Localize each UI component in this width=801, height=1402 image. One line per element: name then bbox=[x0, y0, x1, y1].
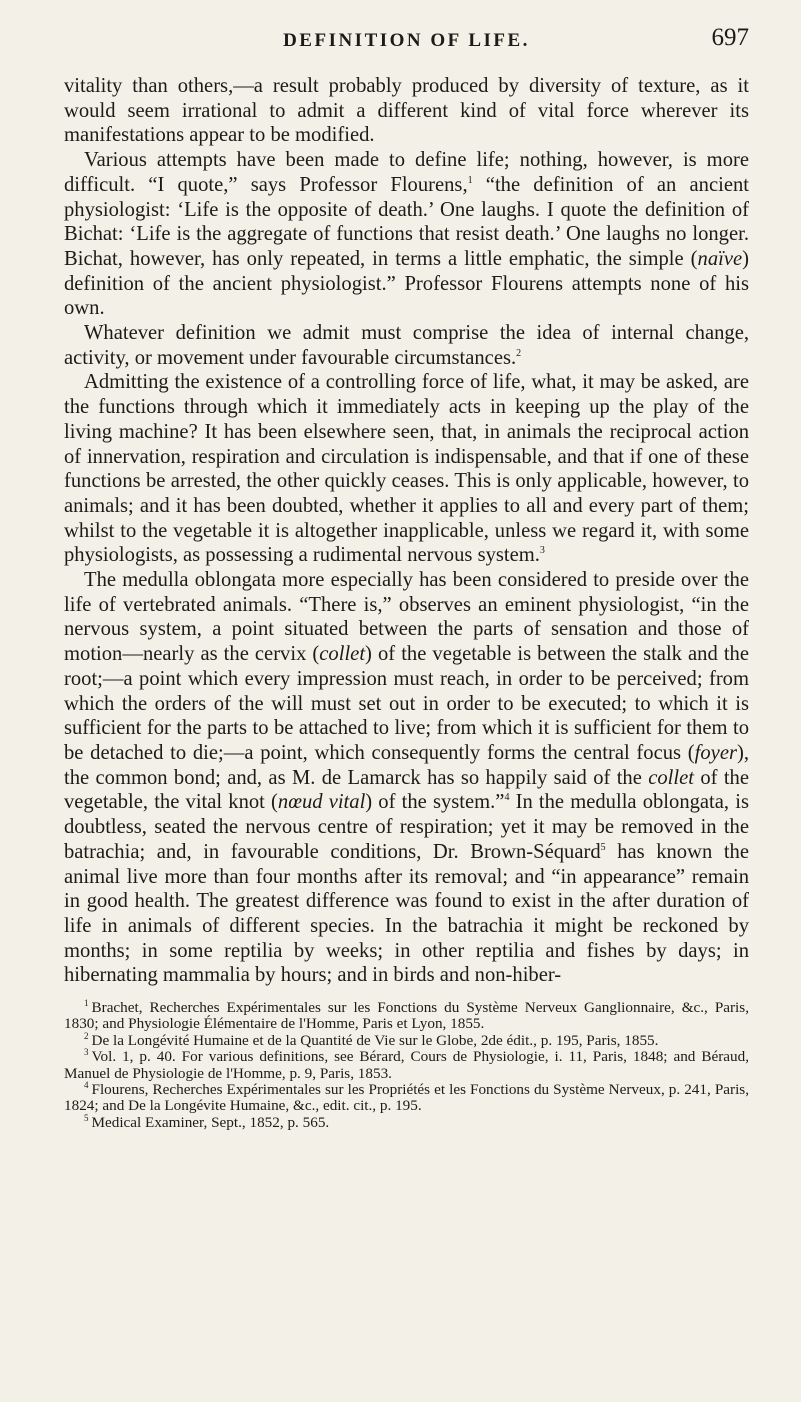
text-run: The medulla oblongata more especially has been considered to preside over the life of vertebrated animals. “There is,” observes an eminent physiologist, “in the nervous system, a point situated between the parts of sensation and those of motion—nearly as the cervix ( bbox=[64, 569, 749, 666]
italic-term: foyer bbox=[694, 741, 737, 764]
footnote-text: Flourens, Recherches Expérimentales sur les Propriétés et les Fonctions du Système Nerveux, p. 241, Paris, 1824; and De la Longévite Humaine, &c., edit. cit., p. 195. bbox=[64, 1081, 749, 1115]
footnote-reference: 2 bbox=[516, 347, 522, 359]
text-run: Whatever definition we admit must comprise the idea of internal change, activity, or movement under favourable circumstances. bbox=[64, 322, 749, 369]
text-run: has known the animal live more than four months after its removal; and “in appearance” remain in good health. The greatest difference was found to exist in the after duration of life in animals of different species. In the batrachia it might be reckoned by months; in some reptilia by weeks; in other reptilia and fishes by days; in hibernating mammalia by hours; and in birds and non-hiber- bbox=[64, 840, 749, 987]
footnote-marker: 1 bbox=[84, 997, 89, 1008]
footnote-marker: 2 bbox=[84, 1030, 89, 1041]
footnote-reference: 5 bbox=[600, 841, 606, 853]
footnote-reference: 4 bbox=[504, 792, 510, 804]
footnote-text: De la Longévité Humaine et de la Quantité de Vie sur le Globe, 2de édit., p. 195, Paris, 1855. bbox=[91, 1031, 659, 1049]
footnote bbox=[64, 1079, 749, 1115]
italic-term: collet bbox=[319, 643, 366, 666]
body-text bbox=[64, 74, 749, 988]
paragraph bbox=[64, 370, 749, 568]
paragraph bbox=[64, 568, 749, 988]
running-head bbox=[64, 0, 749, 70]
footnote bbox=[64, 1030, 749, 1049]
paragraph bbox=[64, 321, 749, 370]
paragraph bbox=[64, 148, 749, 321]
text-run: ) of the system.” bbox=[365, 791, 505, 814]
footnotes bbox=[64, 997, 749, 1131]
page-number: 697 bbox=[711, 24, 749, 51]
text-run: ) of the vegetable is between the stalk and the root;—a point which every impression must reach, in order to be perceived; from which the orders of the will must set out in order to be executed; to which it is sufficient for the parts to be attached to live; from which it is sufficient for them to be detached to die;—a point, which consequently forms the central focus ( bbox=[64, 643, 749, 764]
footnote bbox=[64, 997, 749, 1033]
footnote-reference: 1 bbox=[467, 174, 473, 186]
text-run: ), the common bond; and, as M. de Lamarck has so happily said of the bbox=[64, 741, 749, 789]
italic-term: naïve bbox=[697, 247, 743, 270]
text-run: of the vegetable, the vital knot ( bbox=[64, 766, 749, 814]
text-run: In the medulla oblongata, is doubtless, seated the nervous centre of respiration; yet it may be removed in the batrachia; and, in favourable conditions, Dr. Brown-Séquard bbox=[64, 791, 749, 863]
text-run: Various attempts have been made to define life; nothing, however, is more difficult. “I quote,” says Professor Flourens, bbox=[64, 149, 749, 196]
footnote bbox=[64, 1049, 749, 1082]
italic-term: collet bbox=[648, 766, 694, 789]
text-run: Admitting the existence of a controlling force of life, what, it may be asked, are the functions through which it immediately acts in keeping up the play of the living machine? It has been elsewhere seen, that, in animals the reciprocal action of innervation, respiration and circulation is indispensable, and that if one of these functions be arrested, the other quickly ceases. This is only applicable, however, to animals; and it has been doubted, whether it applies to all and every part of them; whilst to the vegetable it is altogether inapplicable, unless we regard it, with some physiologists, as possessing a rudimental nervous system. bbox=[64, 371, 749, 567]
footnote-marker: 4 bbox=[84, 1079, 89, 1090]
footnote-text: Vol. 1, p. 40. For various definitions, see Bérard, Cours de Physiologie, i. 11, Paris, 1848; and Béraud, Manuel de Physiologie de l'Homme, p. 9, Paris, 1853. bbox=[64, 1048, 749, 1082]
text-run: “the definition of an ancient physiologist: ‘Life is the opposite of death.’ One laughs. I quote the definition of Bichat: ‘Life is the aggregate of functions that resist death.’ One laughs no longer. Bichat, however, has only repeated, in terms a little emphatic, the simple ( bbox=[64, 173, 749, 270]
footnote-reference: 3 bbox=[539, 545, 545, 557]
italic-term: nœud vital bbox=[277, 791, 366, 814]
footnote-text: Brachet, Recherches Expérimentales sur les Fonctions du Système Nerveux Ganglionnaire, &c., Paris, 1830; and Physiologie Élémentaire de l'Homme, Paris et Lyon, 1855. bbox=[64, 999, 749, 1033]
footnote-marker: 5 bbox=[84, 1112, 89, 1123]
footnote-text: Medical Examiner, Sept., 1852, p. 565. bbox=[91, 1113, 330, 1131]
running-title: DEFINITION OF LIFE. bbox=[283, 30, 530, 51]
footnote-marker: 3 bbox=[84, 1047, 89, 1058]
footnote bbox=[64, 1112, 749, 1131]
text-run: ) definition of the ancient physiologist.” Professor Flourens attempts none of his own. bbox=[64, 247, 749, 320]
text-run: vitality than others,—a result probably produced by diversity of texture, as it would seem irrational to admit a different kind of vital force wherever its manifestations appear to be modified. bbox=[64, 75, 749, 147]
paragraph bbox=[64, 74, 749, 148]
